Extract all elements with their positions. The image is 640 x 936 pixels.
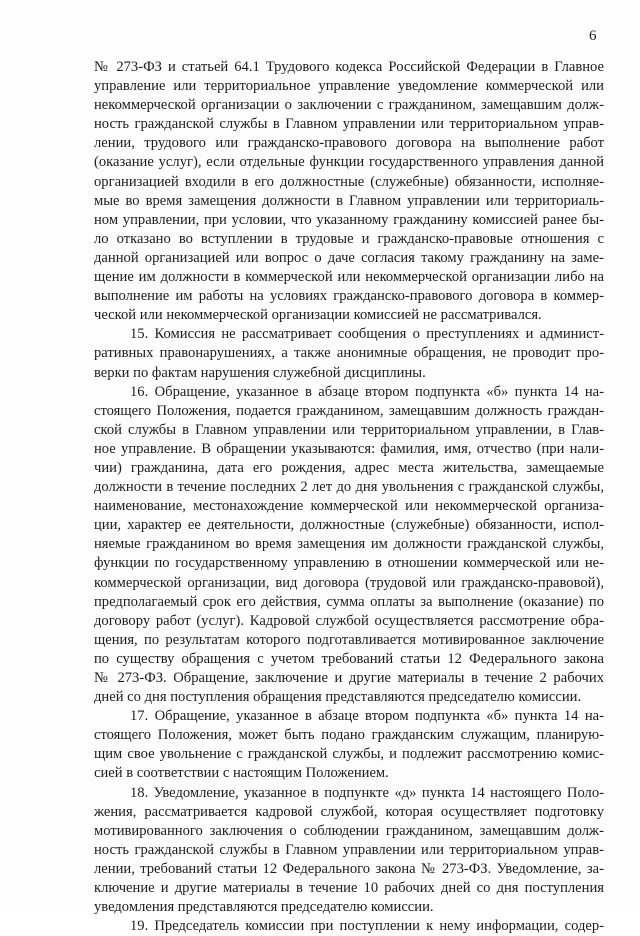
text-line: уведомления представляются председателю комиссии.: [94, 899, 434, 916]
text-line: стоящего Положения, может быть подано гражданским служащим, планирую-: [94, 727, 604, 744]
text-line: управление или территориальное управление уведомление коммерческой или: [94, 78, 604, 95]
text-line: ческой или некоммерческой организации комиссией не рассматривался.: [94, 307, 542, 324]
text-line: ное управление. В обращении указываются: фамилия, имя, отчество (при нали-: [94, 440, 604, 457]
text-line: ключение и другие материалы в течение 10 рабочих дней со дня поступления: [94, 880, 604, 897]
text-line: щение им должности в коммерческой или некоммерческой организации либо на: [94, 269, 604, 286]
page-number: 6: [589, 28, 597, 44]
text-line: чии) гражданина, дата его рождения, адрес места жительства, замещаемые: [94, 459, 604, 476]
text-line: ции, характер ее деятельности, должностные (служебные) обязанности, испол-: [94, 517, 604, 534]
text-line: организацией входили в его должностные (служебные) обязанности, исполняе-: [94, 173, 604, 190]
text-line: коммерческой организации, вид договора (трудовой или гражданско-правовой),: [94, 574, 604, 591]
text-line: 15. Комиссия не рассматривает сообщения о преступлениях и админист-: [130, 326, 604, 343]
text-line: ность гражданской службы в Главном управлении или территориальном управ-: [94, 116, 604, 133]
text-line: щим свое увольнение с гражданской службы, и подлежит рассмотрению комис-: [94, 746, 604, 763]
text-line: должности в течение последних 2 лет до дня увольнения с гражданской службы,: [94, 479, 604, 496]
text-line: по существу обращения с учетом требований статьи 12 Федерального закона: [94, 650, 604, 667]
text-line: № 273-ФЗ. Обращение, заключение и другие материалы в течение 2 рабочих: [94, 670, 604, 686]
text-line: щения, по результатам которого подготавливается мотивированное заключение: [94, 631, 604, 648]
text-line: ло отказано во вступлении в трудовые и гражданско-правовые отношения с: [94, 230, 604, 247]
text-line: мые во время замещения должности в Главном управлении или территориаль-: [94, 192, 604, 209]
text-line: 16. Обращение, указанное в абзаце втором подпункта «б» пункта 14 на-: [130, 383, 604, 400]
text-line: сией в соответствии с настоящим Положением.: [94, 765, 389, 782]
text-line: 17. Обращение, указанное в абзаце втором подпункта «б» пункта 14 на-: [130, 708, 604, 725]
body-text: [94, 58, 604, 936]
text-line: мотивированного заключения о соблюдении гражданином, замещавшим долж-: [94, 822, 604, 839]
text-line: ном управлении, при условии, что указанному гражданину комиссией ранее бы-: [94, 211, 604, 228]
text-line: выполнение им работы на условиях гражданско-правового договора в коммер-: [94, 288, 604, 305]
text-line: договору работ (услуг). Кадровой службой осуществляется рассмотрение обра-: [94, 612, 604, 629]
text-line: ность гражданской службы в Главном управлении или территориальном управ-: [94, 841, 604, 858]
text-line: некоммерческой организации о заключении с гражданином, замещавшим долж-: [94, 97, 604, 114]
text-line: лении, трудового или гражданско-правового договора на выполнение работ: [94, 135, 604, 152]
text-line: жения, рассматривается кадровой службой, которая осуществляет подготовку: [94, 803, 604, 820]
text-line: лении, требований статьи 12 Федерального закона № 273-ФЗ. Уведомление, за-: [94, 860, 604, 877]
text-line: дней со дня поступления обращения представляются председателю комиссии.: [94, 689, 582, 706]
text-line: стоящего Положения, подается гражданином, замещавшим должность граждан-: [94, 402, 604, 419]
text-line: предполагаемый срок его действия, сумма оплаты за выполнение (оказание) по: [94, 593, 604, 610]
text-line: верки по фактам нарушения служебной дисциплины.: [94, 364, 426, 381]
text-line: 19. Председатель комиссии при поступлении к нему информации, содер-: [130, 918, 604, 935]
text-line: ративных правонарушениях, а также анонимные обращения, не проводит про-: [94, 345, 604, 362]
text-line: няемые гражданином во время замещения им должности гражданской службы,: [94, 536, 604, 553]
text-line: наименование, местонахождение коммерческой или некоммерческой организа-: [94, 498, 604, 515]
text-line: данной организацией или вопрос о даче согласия такому гражданину на заме-: [94, 249, 604, 266]
text-line: (оказание услуг), если отдельные функции государственного управления данной: [94, 154, 604, 171]
text-line: № 273-ФЗ и статьей 64.1 Трудового кодекса Российской Федерации в Главное: [94, 59, 604, 75]
text-line: функции по государственному управлению в отношении коммерческой или не-: [94, 555, 604, 572]
text-line: ской службы в Главном управлении или территориальном управлении, в Глав-: [94, 421, 604, 438]
text-line: 18. Уведомление, указанное в подпункте «д» пункта 14 настоящего Поло-: [130, 784, 604, 801]
